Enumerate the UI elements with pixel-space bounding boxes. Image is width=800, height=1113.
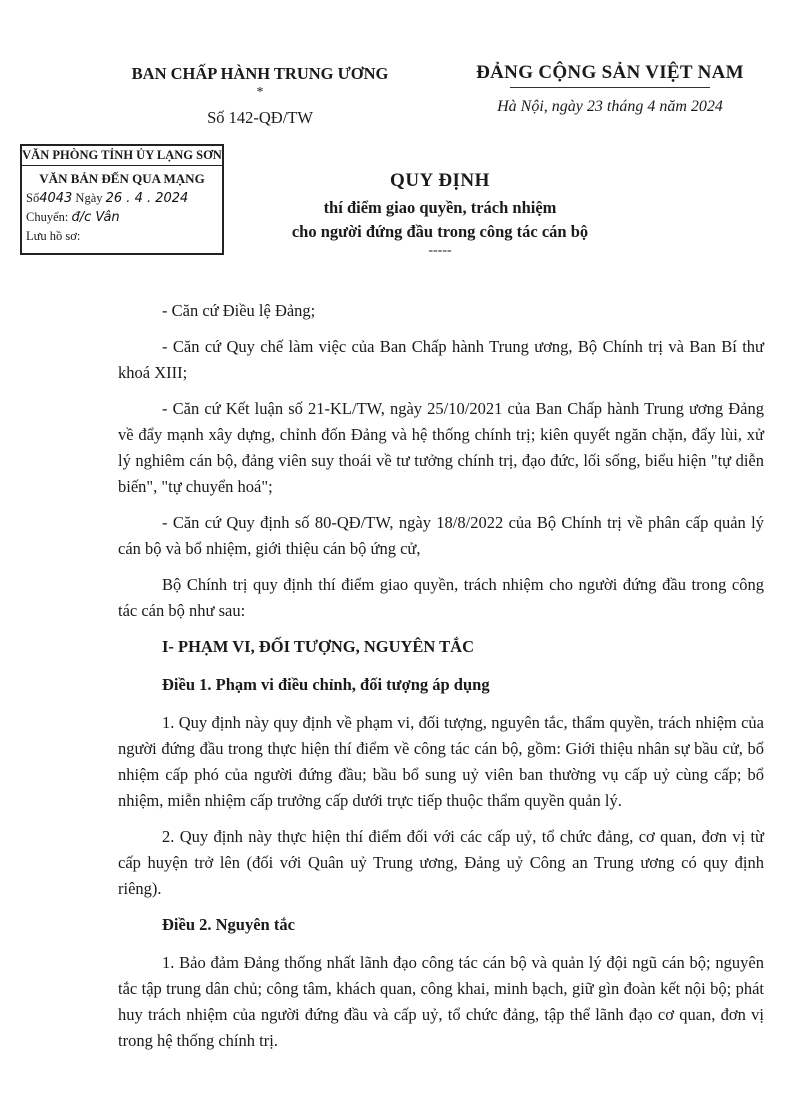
stamp-forward-value: đ/c Vân xyxy=(71,210,120,225)
issue-date: Hà Nội, ngày 23 tháng 4 năm 2024 xyxy=(497,98,723,115)
basis-charter: - Căn cứ Điều lệ Đảng; xyxy=(162,301,316,320)
stamp-file-row xyxy=(26,229,218,244)
stamp-received: VĂN BẢN ĐẾN QUA MẠNG xyxy=(39,171,205,186)
basis-working-regulation: - Căn cứ Quy chế làm việc của Ban Chấp hành Trung ương, Bộ Chính trị và Ban Bí thư khoá XIII; xyxy=(118,337,764,382)
issuer-block xyxy=(105,64,415,128)
document-subtitle-1: thí điểm giao quyền, trách nhiệm xyxy=(323,198,557,217)
section-heading-1: I- PHẠM VI, ĐỐI TƯỢNG, NGUYÊN TẮC xyxy=(162,637,474,656)
received-stamp xyxy=(20,144,224,255)
stamp-number-value: 4043 xyxy=(39,191,73,206)
document-number: Số 142-QĐ/TW xyxy=(207,108,313,127)
document-subtitle-2: cho người đứng đầu trong công tác cán bộ xyxy=(291,222,589,241)
stamp-forward-label: Chuyển: xyxy=(26,210,69,224)
stamp-number-label: Số xyxy=(26,191,40,205)
basis-conclusion-21: - Căn cứ Kết luận số 21-KL/TW, ngày 25/10/2021 của Ban Chấp hành Trung ương Đảng về đẩy mạnh xây dựng, chỉnh đốn Đảng và hệ thống chính trị; kiên quyết ngăn chặn, đẩy lùi, xử lý nghiêm cán bộ, đảng viên suy thoái về tư tưởng chính trị, đạo đức, lối sống, biểu hiện "tự diễn biến", "tự chuyển hoá"; xyxy=(118,399,764,496)
article-1-heading: Điều 1. Phạm vi điều chỉnh, đối tượng áp dụng xyxy=(162,675,490,694)
basis-regulation-80: - Căn cứ Quy định số 80-QĐ/TW, ngày 18/8/2022 của Bộ Chính trị về phân cấp quản lý cán bộ và bổ nhiệm, giới thiệu cán bộ ứng cử, xyxy=(118,513,764,558)
party-block xyxy=(455,62,765,116)
article-2-heading: Điều 2. Nguyên tắc xyxy=(162,915,295,934)
stamp-date-value: 26 . 4 . 2024 xyxy=(105,191,189,206)
document-body xyxy=(118,298,764,1064)
title-divider: ----- xyxy=(428,243,452,258)
party-underline xyxy=(510,87,710,88)
party-name: ĐẢNG CỘNG SẢN VIỆT NAM xyxy=(476,62,744,83)
stamp-forward-row xyxy=(26,210,218,225)
stamp-date-label: Ngày xyxy=(75,191,103,205)
stamp-number-row xyxy=(26,191,218,206)
article-1-clause-2: 2. Quy định này thực hiện thí điểm đối với các cấp uỷ, tổ chức đảng, cơ quan, đơn vị từ cấp huyện trở lên (đối với Quân uỷ Trung ương, Đảng uỷ Công an Trung ương có quy định riêng). xyxy=(118,827,764,898)
stamp-file-label: Lưu hồ sơ: xyxy=(26,229,81,243)
title-block xyxy=(240,170,640,258)
stamp-office: VĂN PHÒNG TỈNH ỦY LẠNG SƠN xyxy=(22,148,222,166)
document-title: QUY ĐỊNH xyxy=(390,170,490,191)
article-2-clause-1: 1. Bảo đảm Đảng thống nhất lãnh đạo công tác cán bộ và quản lý đội ngũ cán bộ; nguyên tắc tập trung dân chủ; công tâm, khách quan, công khai, minh bạch, giữ gìn đoàn kết nội bộ; phát huy trách nhiệm của người đứng đầu và cấp uỷ, tổ chức đảng, tập thể lãnh đạo cơ quan, đơn vị trong hệ thống chính trị. xyxy=(118,953,764,1050)
article-1-clause-1: 1. Quy định này quy định về phạm vi, đối tượng, nguyên tắc, thẩm quyền, trách nhiệm của người đứng đầu trong thực hiện thí điểm về công tác cán bộ, gồm: Giới thiệu nhân sự bầu cử, bổ nhiệm cấp phó của người đứng đầu; bầu bổ sung uỷ viên ban thường vụ cấp uỷ cùng cấp; bổ nhiệm, miễn nhiệm cấp trưởng cấp dưới trực tiếp thuộc thẩm quyền quản lý. xyxy=(118,713,764,810)
star-mark: * xyxy=(256,85,264,100)
politburo-statement: Bộ Chính trị quy định thí điểm giao quyền, trách nhiệm cho người đứng đầu trong công tác cán bộ như sau: xyxy=(118,575,764,620)
issuer-name: BAN CHẤP HÀNH TRUNG ƯƠNG xyxy=(131,64,389,83)
